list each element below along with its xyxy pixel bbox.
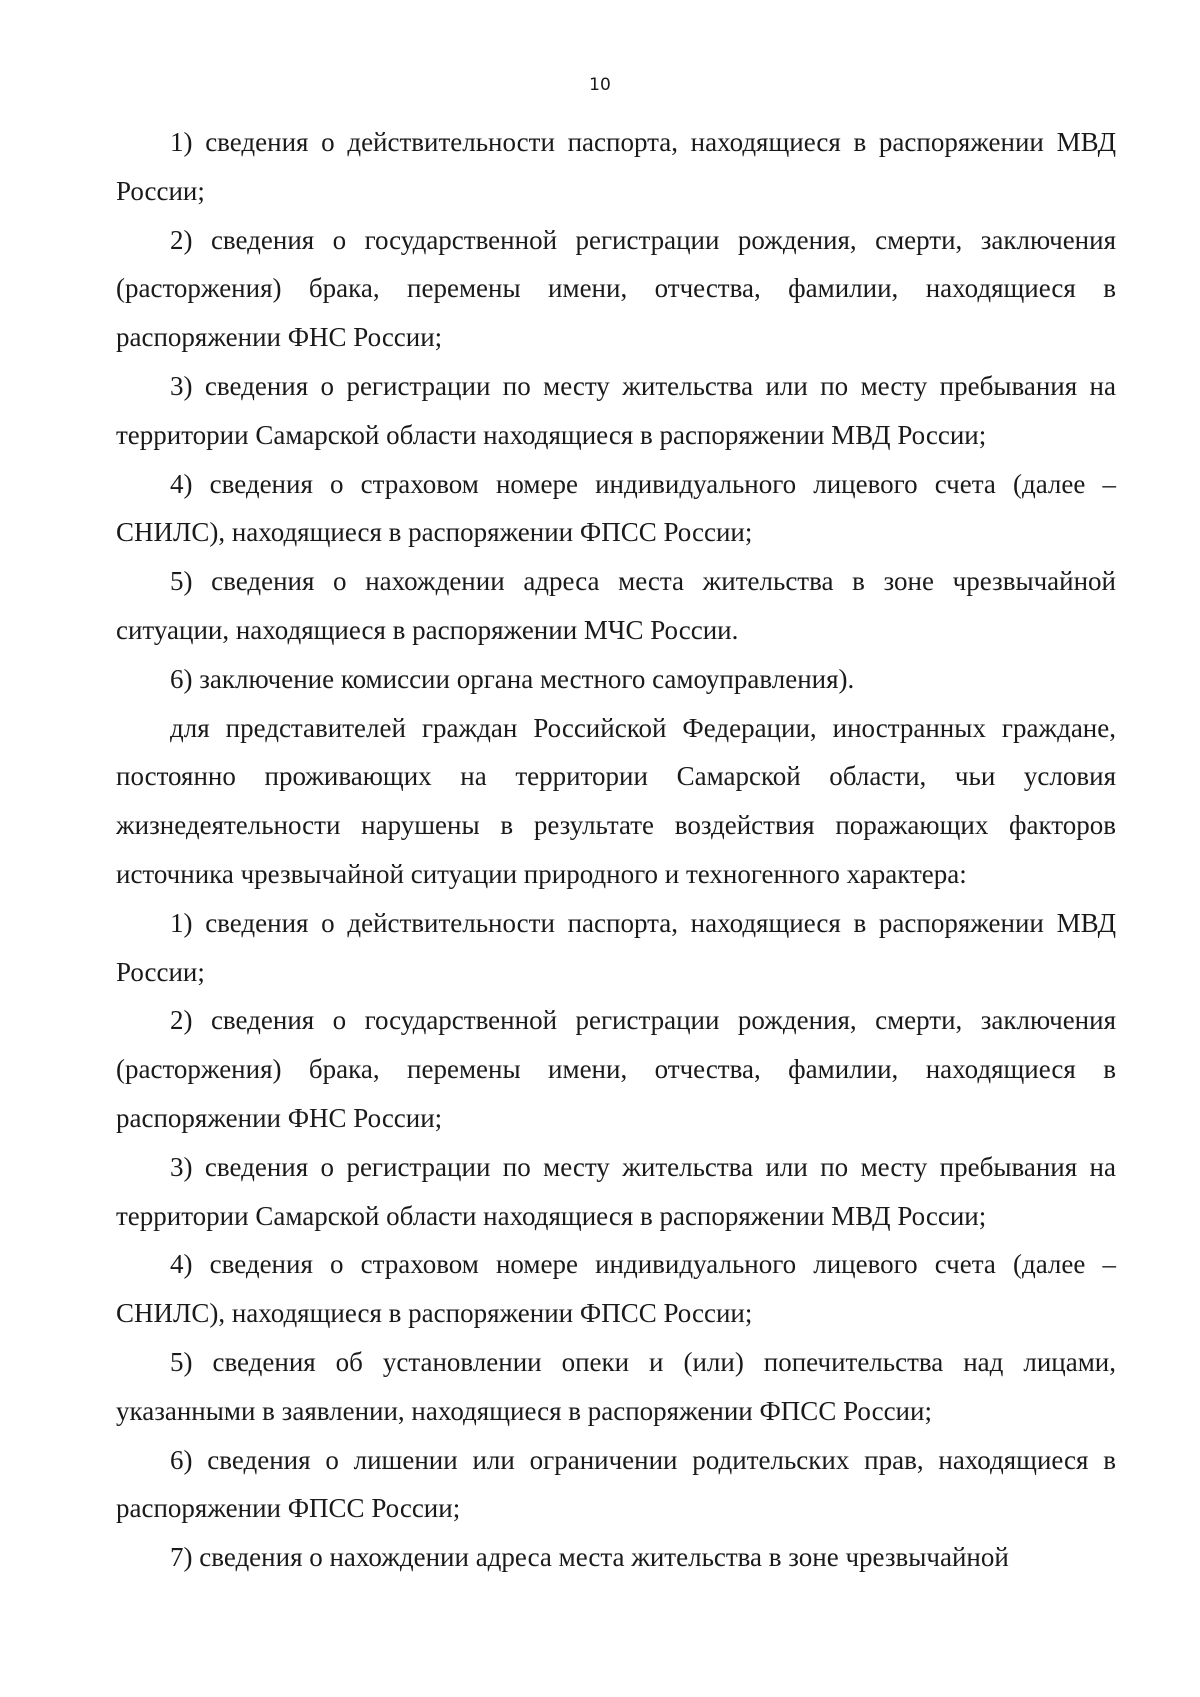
document-body [116,118,1116,1582]
paragraph: 1) сведения о действительности паспорта, находящиеся в распоряжении МВД России; [116,127,1116,206]
page-number: 10 [589,75,611,95]
paragraph: 5) сведения об установлении опеки и (или) попечительства над лицами, указанными в заявлении, находящиеся в распоряжении ФПСС России; [116,1346,1116,1426]
paragraph: 2) сведения о государственной регистрации рождения, смерти, заключения (расторжения) брака, перемены имени, отчества, фамилии, находящиеся в распоряжении ФНС России; [116,224,1116,353]
paragraph: 6) заключение комиссии органа местного самоуправления). [170,663,855,694]
paragraph: для представителей граждан Российской Федерации, иностранных граждане, постоянно проживающих на территории Самарской области, чьи условия жизнедеятельности нарушены в результате воздействия поражающих факторов источника чрезвычайной ситуации природного и техногенного характера: [116,712,1116,889]
paragraph: 5) сведения о нахождении адреса места жительства в зоне чрезвычайной ситуации, находящиеся в распоряжении МЧС России. [116,566,1116,645]
paragraph: 2) сведения о государственной регистрации рождения, смерти, заключения (расторжения) брака, перемены имени, отчества, фамилии, находящиеся в распоряжении ФНС России; [116,1005,1116,1133]
paragraph: 4) сведения о страховом номере индивидуального лицевого счета (далее – СНИЛС), находящиеся в распоряжении ФПСС России; [116,1249,1116,1329]
paragraph: 3) сведения о регистрации по месту жительства или по месту пребывания на территории Самарской области находящиеся в распоряжении МВД России; [116,370,1116,450]
paragraph: 6) сведения о лишении или ограничении родительских прав, находящиеся в распоряжении ФПСС России; [116,1444,1116,1524]
paragraph: 4) сведения о страховом номере индивидуального лицевого счета (далее – СНИЛС), находящиеся в распоряжении ФПСС России; [116,468,1116,548]
paragraph: 3) сведения о регистрации по месту жительства или по месту пребывания на территории Самарской области находящиеся в распоряжении МВД России; [116,1151,1116,1231]
paragraph: 1) сведения о действительности паспорта, находящиеся в распоряжении МВД России; [116,907,1116,987]
paragraph: 7) сведения о нахождении адреса места жительства в зоне чрезвычайной [170,1542,1009,1573]
